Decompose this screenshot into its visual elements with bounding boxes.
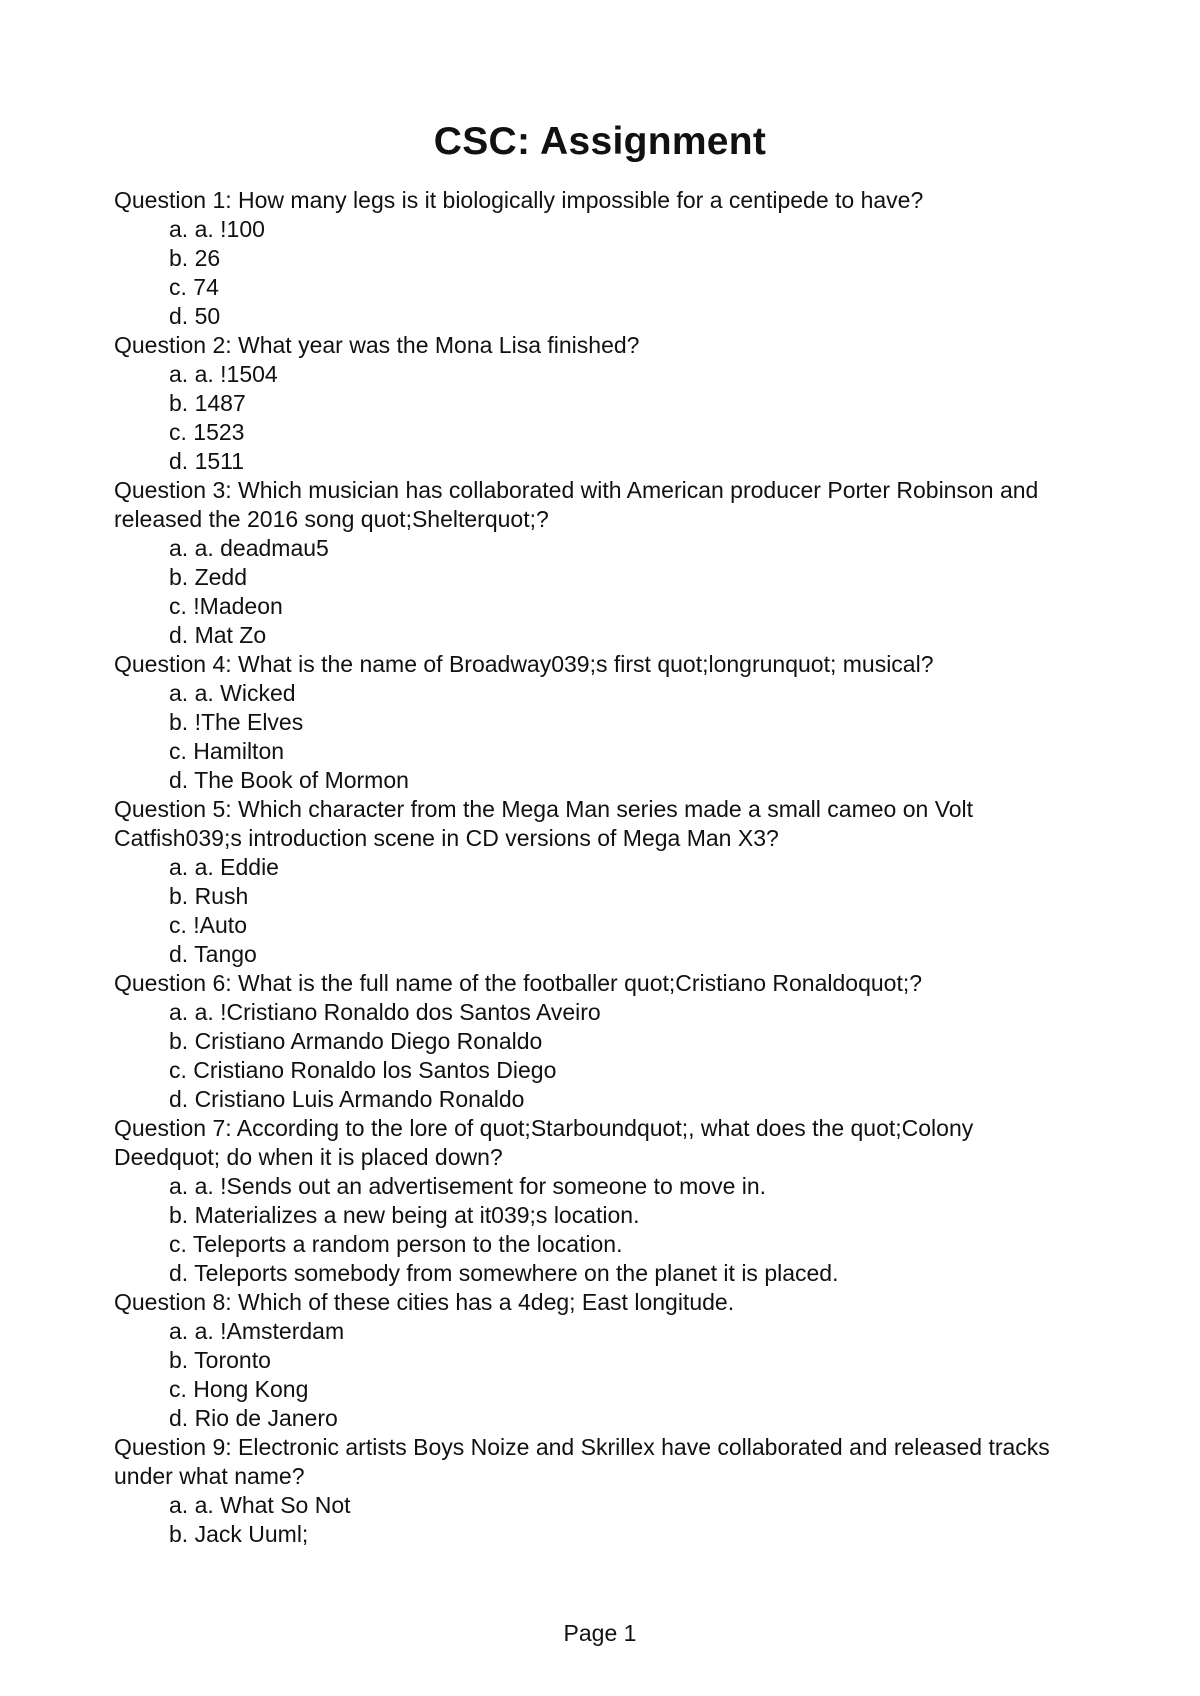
answer-option: a. a. What So Not — [169, 1492, 351, 1518]
answer-option: c. 1523 — [169, 419, 245, 445]
question-text: Question 1: How many legs is it biologically impossible for a centipede to have? — [114, 187, 924, 213]
answer-option: a. a. Eddie — [169, 854, 279, 880]
question-text: Question 2: What year was the Mona Lisa finished? — [114, 332, 640, 358]
answer-options — [114, 360, 1054, 476]
answer-options — [114, 853, 1054, 969]
answer-options — [114, 1317, 1054, 1433]
answer-option: a. a. !Cristiano Ronaldo dos Santos Aveiro — [169, 999, 601, 1025]
answer-option: c. 74 — [169, 274, 219, 300]
answer-option: d. Cristiano Luis Armando Ronaldo — [169, 1086, 525, 1112]
answer-options — [114, 1172, 1054, 1288]
answer-option: d. Tango — [169, 941, 257, 967]
answer-option: b. Rush — [169, 883, 249, 909]
answer-option: a. a. !Amsterdam — [169, 1318, 345, 1344]
question-5 — [114, 795, 1054, 969]
answer-option: a. a. !Sends out an advertisement for someone to move in. — [169, 1173, 767, 1199]
answer-option: b. Jack Uuml; — [169, 1521, 309, 1547]
answer-option: d. 1511 — [169, 448, 245, 474]
page-number: Page 1 — [563, 1620, 637, 1646]
answer-option: a. a. !1504 — [169, 361, 278, 387]
question-3 — [114, 476, 1054, 650]
question-text: Question 9: Electronic artists Boys Noize and Skrillex have collaborated and released tracks under what name? — [114, 1434, 1050, 1489]
question-9 — [114, 1433, 1054, 1549]
answer-option: c. Teleports a random person to the location. — [169, 1231, 623, 1257]
answer-options — [114, 998, 1054, 1114]
question-text: Question 8: Which of these cities has a 4deg; East longitude. — [114, 1289, 735, 1315]
question-2 — [114, 331, 1054, 476]
answer-option: d. 50 — [169, 303, 221, 329]
answer-option: b. !The Elves — [169, 709, 304, 735]
answer-option: d. Mat Zo — [169, 622, 267, 648]
answer-option: a. a. !100 — [169, 216, 265, 242]
answer-option: c. !Madeon — [169, 593, 283, 619]
answer-options — [114, 1491, 1054, 1549]
answer-options — [114, 679, 1054, 795]
answer-option: d. Teleports somebody from somewhere on the planet it is placed. — [169, 1260, 839, 1286]
answer-option: b. Materializes a new being at it039;s location. — [169, 1202, 640, 1228]
question-1 — [114, 186, 1054, 331]
answer-option: b. 26 — [169, 245, 221, 271]
question-6 — [114, 969, 1054, 1114]
answer-options — [114, 215, 1054, 331]
answer-option: a. a. deadmau5 — [169, 535, 329, 561]
answer-option: d. Rio de Janero — [169, 1405, 338, 1431]
answer-option: a. a. Wicked — [169, 680, 296, 706]
answer-option: c. Hamilton — [169, 738, 285, 764]
answer-option: b. Toronto — [169, 1347, 271, 1373]
answer-options — [114, 534, 1054, 650]
question-7 — [114, 1114, 1054, 1288]
question-text: Question 4: What is the name of Broadway039;s first quot;longrunquot; musical? — [114, 651, 934, 677]
question-text: Question 7: According to the lore of quot;Starboundquot;, what does the quot;Colony Deedquot; do when it is placed down? — [114, 1115, 974, 1170]
question-4 — [114, 650, 1054, 795]
answer-option: c. Cristiano Ronaldo los Santos Diego — [169, 1057, 557, 1083]
answer-option: c. Hong Kong — [169, 1376, 309, 1402]
answer-option: b. Cristiano Armando Diego Ronaldo — [169, 1028, 543, 1054]
question-list — [114, 186, 1054, 1549]
answer-option: b. Zedd — [169, 564, 247, 590]
answer-option: c. !Auto — [169, 912, 247, 938]
answer-option: b. 1487 — [169, 390, 246, 416]
question-text: Question 3: Which musician has collaborated with American producer Porter Robinson and released the 2016 song quot;Shelterquot;? — [114, 477, 1039, 532]
question-text: Question 6: What is the full name of the footballer quot;Cristiano Ronaldoquot;? — [114, 970, 923, 996]
answer-option: d. The Book of Mormon — [169, 767, 409, 793]
question-8 — [114, 1288, 1054, 1433]
question-text: Question 5: Which character from the Mega Man series made a small cameo on Volt Catfish039;s introduction scene in CD versions of Mega Man X3? — [114, 796, 974, 851]
page-title: CSC: Assignment — [433, 120, 767, 163]
